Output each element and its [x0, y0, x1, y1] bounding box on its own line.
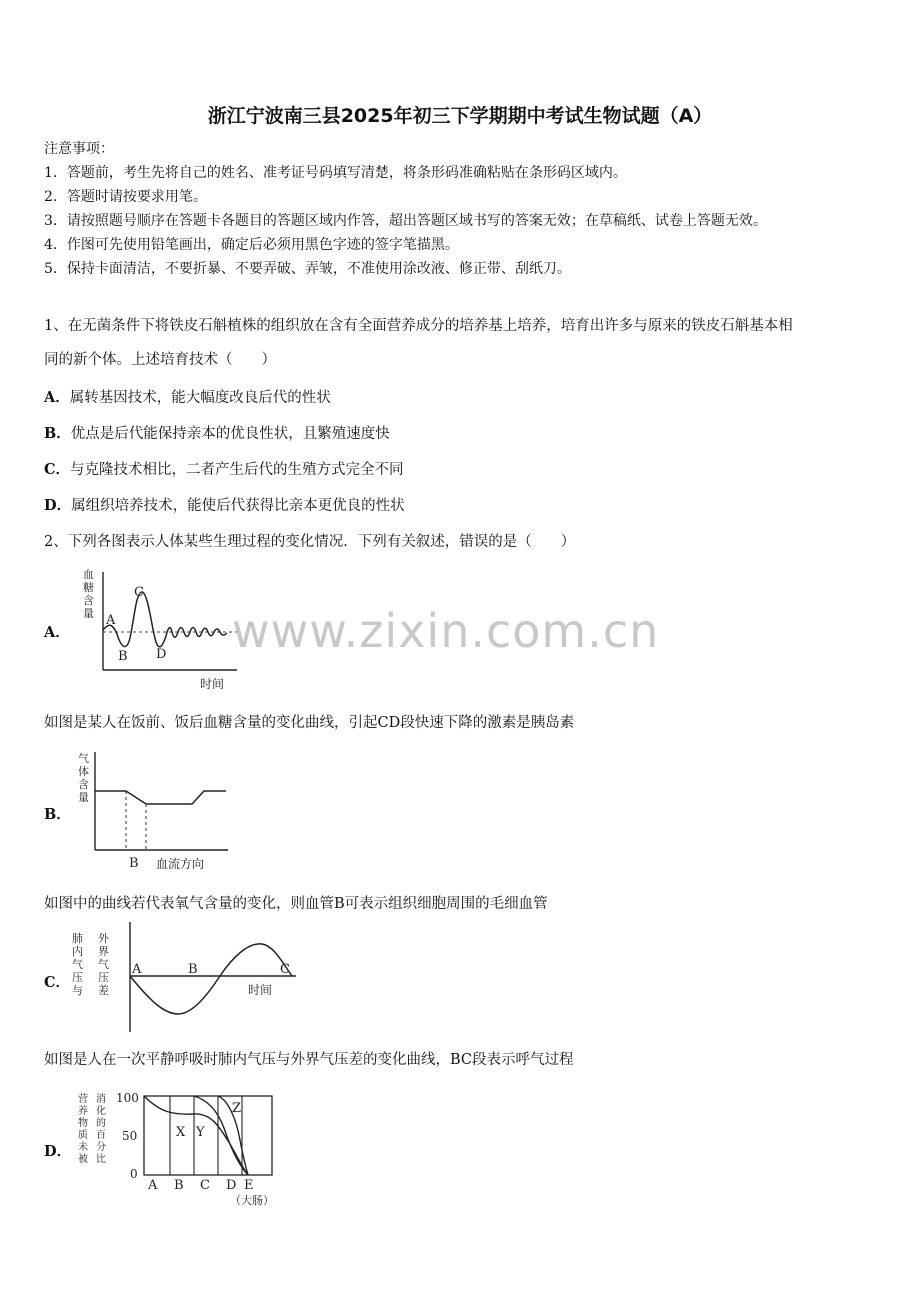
q2-option-b-letter: B． — [44, 806, 71, 823]
notice-heading: 注意事项： — [44, 141, 114, 157]
digestion-graph — [72, 1088, 302, 1214]
notice-item-3: 3．请按照题号顺序在答题卡各题目的答题区域内作答，超出答题区域书写的答案无效；在草稿纸、试卷上答题无效。 — [44, 213, 767, 229]
q2-option-c-letter: C． — [44, 974, 71, 991]
option-text: 属组织培养技术，能使后代获得比亲本更优良的性状 — [71, 498, 405, 514]
x-axis-label: 时间 — [200, 677, 225, 691]
gas-content-graph — [70, 746, 240, 876]
point-label-c: C — [280, 962, 290, 977]
y-axis-label: 血糖含量 — [83, 568, 94, 620]
point-label-c: C — [134, 585, 144, 600]
notice-item-1: 1．答题前，考生先将自己的姓名、准考证号码填写清楚，将条形码准确粘贴在条形码区域内。 — [44, 165, 627, 181]
segment-label-c: C — [200, 1178, 210, 1193]
option-letter: C． — [44, 461, 71, 478]
y-axis-label-col1: 肺内气压与 — [72, 932, 83, 997]
curve-label-x: X — [176, 1125, 186, 1140]
point-label-b: B — [118, 649, 128, 664]
q1-option-c — [44, 458, 404, 479]
air-pressure-graph — [68, 918, 308, 1038]
segment-label-b: B — [174, 1178, 184, 1193]
curve-label-z: Z — [232, 1101, 242, 1116]
y-axis-label-col2: 外界气压差 — [98, 932, 109, 997]
q1-stem-line2: 同的新个体。上述培育技术（ ） — [44, 352, 276, 368]
segment-label-a: A — [148, 1178, 158, 1193]
segment-label-d: D — [226, 1178, 237, 1193]
option-text: 优点是后代能保持亲本的优良性状，且繁殖速度快 — [70, 426, 390, 442]
option-text: 属转基因技术，能大幅度改良后代的性状 — [69, 390, 331, 406]
curve-label-y: Y — [196, 1125, 205, 1140]
watermark: www.zixin.com.cn — [232, 604, 660, 658]
q1-option-b — [44, 422, 390, 443]
point-label-b: B — [188, 962, 198, 977]
segment-label-e: E — [244, 1178, 254, 1193]
blood-sugar-graph — [72, 564, 252, 694]
point-label-a: A — [132, 962, 142, 977]
x-axis-label: 时间 — [248, 983, 273, 997]
q2-caption-a: 如图是某人在饭前、饭后血糖含量的变化曲线，引起CD段快速下降的激素是胰岛素 — [44, 715, 575, 731]
q2-stem: 2、下列各图表示人体某些生理过程的变化情况．下列有关叙述，错误的是（ ） — [44, 534, 576, 550]
x-axis-label: 血流方向 — [156, 857, 205, 871]
q2-option-d-letter: D． — [44, 1143, 72, 1160]
x-axis-note: （大肠） — [230, 1194, 274, 1207]
q1-option-d — [44, 494, 405, 515]
option-letter: B． — [44, 425, 71, 442]
page-title: 浙江宁波南三县2025年初三下学期期中考试生物试题（A） — [207, 105, 713, 127]
q2-option-a-letter: A． — [44, 624, 70, 641]
point-label-b: B — [129, 856, 139, 871]
q1-option-a — [44, 386, 331, 407]
notice-item-4: 4．作图可先使用铅笔画出，确定后必须用黑色字迹的签字笔描黑。 — [44, 237, 459, 253]
y-tick-50: 50 — [122, 1129, 138, 1143]
q2-caption-c: 如图是人在一次平静呼吸时肺内气压与外界气压差的变化曲线，BC段表示呼气过程 — [44, 1052, 574, 1068]
option-letter: A． — [44, 389, 70, 406]
point-label-d: D — [156, 647, 167, 662]
option-text: 与克隆技术相比，二者产生后代的生殖方式完全不同 — [70, 462, 404, 478]
y-axis-label-col1: 营养物质未被 — [78, 1094, 88, 1165]
q1-stem-line1: 1、在无菌条件下将铁皮石斛植株的组织放在含有全面营养成分的培养基上培养，培育出许多与原来的铁皮石斛基本相 — [44, 318, 793, 334]
notice-item-2: 2．答题时请按要求用笔。 — [44, 189, 207, 205]
y-axis-label: 气体含量 — [78, 752, 89, 804]
y-tick-0: 0 — [130, 1167, 138, 1181]
y-axis-label-col2: 消化的百分比 — [96, 1094, 106, 1165]
point-label-a: A — [106, 613, 116, 628]
y-tick-100: 100 — [116, 1091, 139, 1105]
notice-item-5: 5．保持卡面清洁，不要折暴、不要弄破、弄皱，不准使用涂改液、修正带、刮纸刀。 — [44, 261, 571, 277]
q2-caption-b: 如图中的曲线若代表氧气含量的变化，则血管B可表示组织细胞周围的毛细血管 — [44, 896, 548, 912]
option-letter: D． — [44, 497, 72, 514]
